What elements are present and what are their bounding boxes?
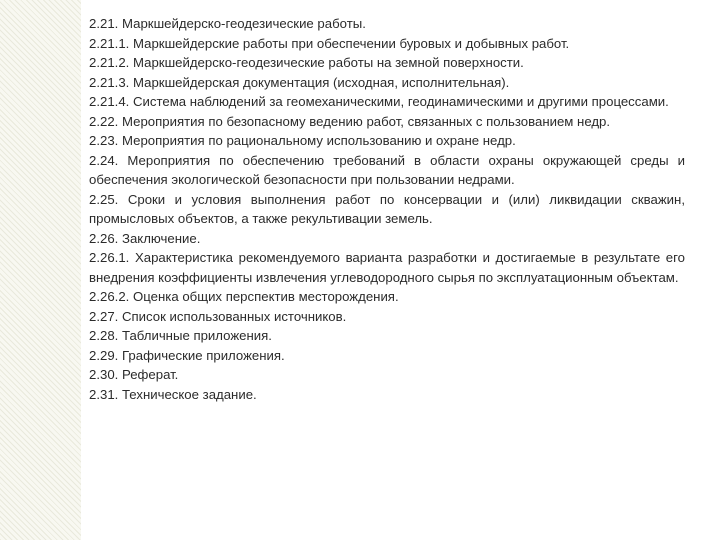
toc-item-2-31: 2.31. Техническое задание. [89,386,257,402]
toc-item-2-21-1: 2.21.1. Маркшейдерские работы при обеспечении буровых и добывных работ. [89,35,570,51]
toc-item-2-29: 2.29. Графические приложения. [89,347,285,363]
toc-item-2-26-1: 2.26.1. Характеристика рекомендуемого варианта разработки и достигаемые в результате его внедрения коэффициенты извлечения углеводородного сырья по эксплуатационным объектам. [89,250,685,285]
table-of-contents [89,14,685,404]
toc-item-2-26: 2.26. Заключение. [89,230,201,246]
toc-item-2-24: 2.24. Мероприятия по обеспечению требований в области охраны окружающей среды и обеспечения экологической безопасности при пользовании недрами. [89,152,685,187]
toc-item-2-21: 2.21. Маркшейдерско-геодезические работы. [89,16,366,31]
toc-item-2-25: 2.25. Сроки и условия выполнения работ по консервации и (или) ликвидации скважин, промысловых объектов, а также рекультивации земель. [89,191,685,226]
toc-item-2-28: 2.28. Табличные приложения. [89,328,272,343]
toc-item-2-26-2: 2.26.2. Оценка общих перспектив месторождения. [89,289,399,304]
toc-item-2-21-2: 2.21.2. Маркшейдерско-геодезические работы на земной поверхности. [89,55,524,70]
toc-item-2-22: 2.22. Мероприятия по безопасному ведению работ, связанных с пользованием недр. [89,113,611,129]
toc-item-2-21-4: 2.21.4. Система наблюдений за геомеханическими, геодинамическими и другими процессами. [89,94,669,109]
toc-item-2-21-3: 2.21.3. Маркшейдерская документация (исходная, исполнительная). [89,74,510,90]
toc-item-2-30: 2.30. Реферат. [89,367,179,382]
toc-item-2-23: 2.23. Мероприятия по рациональному использованию и охране недр. [89,133,516,148]
toc-item-2-27: 2.27. Список использованных источников. [89,308,347,324]
